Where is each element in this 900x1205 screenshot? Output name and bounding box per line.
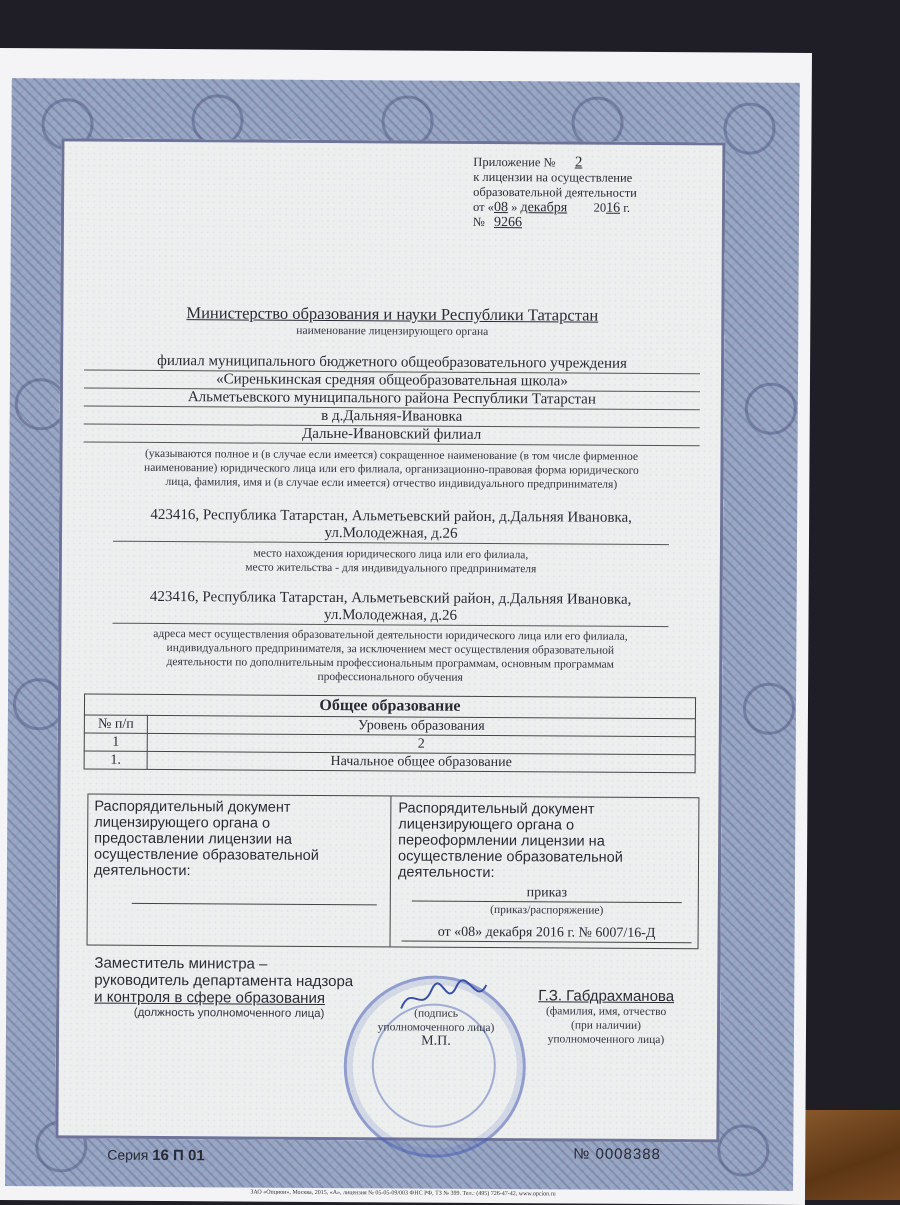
grant-doc-line: предоставлении лицензии на [94,830,293,848]
licensee-caption: лица, фамилия, имя и (в случае если имеется) отчество индивидуального предпринимателя) [165,476,618,491]
date-prefix: от « [472,199,495,215]
sign-caption-line: уполномоченного лица) [377,1021,495,1035]
activity-caption: индивидуального предпринимателя, за исключением мест осуществления образовательной [166,642,615,657]
grant-doc-line: деятельности: [93,862,191,880]
license-appendix-sheet [0,48,812,1205]
location-caption2: место жительства - для индивидуального предпринимателя [245,561,537,576]
year-suffix: г. [623,200,631,215]
licensee-line: Альметьевского муниципального района Республики Татарстан [84,389,700,411]
signatory-position [94,955,364,1022]
education-table [84,694,696,774]
licensee-caption: (указываются полное и (в случае если имеется) сокращенное наименование (в том числе фирменное [144,447,639,463]
position-caption: (должность уполномоченного лица) [133,1006,325,1020]
appendix-month: декабря [520,200,568,216]
reissue-doc-date: от «08» декабря 2016 г. № 6007/16-Д [402,924,692,943]
table-surface [790,1110,900,1200]
reissue-doc-line: Распорядительный документ [398,800,595,818]
date-mid: » [511,200,518,215]
reissue-doc-type: приказ [412,885,682,904]
activity-line2: ул.Молодежная, д.26 [112,606,668,627]
table-cell: 1 [84,733,147,751]
location-block [83,507,699,578]
position-line: Заместитель министра – [94,954,268,973]
activity-caption: профессионального обучения [317,670,463,684]
licensee-line: филиал муниципального бюджетного общеобразовательного учреждения [84,353,700,375]
signatory-name-block [526,987,686,1047]
position-line: и контроля в сфере образования [94,988,326,1008]
ornament-icon [745,383,797,435]
authority-caption: наименование лицензирующего органа [296,324,489,338]
grant-doc-line: осуществление образовательной [94,846,319,864]
name-caption: (при наличии) [571,1019,642,1032]
reissue-doc-line: осуществление образовательной [398,848,623,866]
grant-document-cell [88,795,392,947]
table-cell: Начальное общее образование [147,751,695,772]
signatory-name: Г.З. Габдрахманова [538,987,675,1006]
reissue-doc-line: деятельности: [397,864,495,882]
license-number: 9266 [493,215,523,231]
license-no-label: № [472,214,485,229]
col-header-number: № п/п [84,715,147,733]
ornament-icon [743,683,795,735]
series-label: Серия [107,1146,149,1163]
activity-address-block [82,589,699,687]
year-prefix: 20 [593,200,607,215]
ornament-icon [717,1124,769,1176]
documents-box [87,794,700,950]
activity-caption: адреса мест осуществления образовательной деятельности юридического лица или его филиала, [153,627,628,643]
authority-name: Министерство образования и науки Республики Татарстан [186,303,599,325]
appendix-line2: образовательной деятельности [473,184,637,200]
appendix-header [473,155,693,231]
licensee-line: Дальне-Ивановский филиал [84,425,700,447]
printer-imprint: ЗАО «Опцион», Москва, 2015, «А», лицензия № 05-05-09/003 ФНС РФ, ТЗ № 399. Тел.: (495) 726-47-42, www.opcion.ru [250,1189,556,1198]
education-table-title: Общее образование [84,694,695,719]
licensee-block [83,353,700,493]
position-line: руководитель департамента надзора [94,971,354,991]
name-caption: (фамилия, имя, отчество [545,1005,667,1019]
col-header-level: Уровень образования [147,715,695,736]
ornament-icon [723,102,775,154]
reissue-document-cell [392,796,699,948]
reissue-doc-line: переоформлении лицензии на [398,832,605,850]
sign-caption-line: (подпись [414,1007,459,1020]
appendix-label: Приложение № [473,154,556,170]
series-value: 16 П 01 [152,1146,205,1165]
location-line1: 423416, Республика Татарстан, Альметьевский район, д.Дальняя Ивановка, [150,506,632,526]
activity-line1: 423416, Республика Татарстан, Альметьевский район, д.Дальняя Ивановка, [149,588,632,608]
reissue-doc-line: лицензирующего органа о [398,816,575,834]
table-cell: 2 [147,733,695,754]
licensee-line: «Сиренькинская средняя общеобразовательная школа» [84,371,700,393]
seal-mark: М.П. [421,1033,451,1049]
appendix-number: 2 [574,154,583,171]
series-block [107,1147,205,1165]
authority-block [60,302,724,340]
appendix-day: 08 [493,200,509,216]
grant-doc-line: лицензирующего органа о [94,814,271,832]
signature-caption [356,1006,516,1049]
blank-number: № 0008388 [573,1145,661,1164]
table-row [84,751,695,773]
licensee-line: в д.Дальняя-Ивановка [84,407,700,429]
location-caption1: место нахождения юридического лица или его филиала, [253,547,529,562]
grant-doc-blank [132,903,377,905]
reissue-doc-type-caption: (приказ/распоряжение) [490,904,604,917]
appendix-line1: к лицензии на осуществление [473,169,633,185]
licensee-caption: наименование) юридического лица или его филиала, организационно-правовая форма юридического [144,461,639,477]
table-cell: 1. [84,751,147,769]
name-caption: уполномоченного лица) [547,1033,665,1047]
location-line2: ул.Молодежная, д.26 [113,524,669,545]
grant-doc-line: Распорядительный документ [94,798,291,816]
document-body [55,138,725,1165]
activity-caption: деятельности по дополнительным профессиональным программам, основным программам [166,656,614,671]
appendix-year: 16 [606,200,621,216]
